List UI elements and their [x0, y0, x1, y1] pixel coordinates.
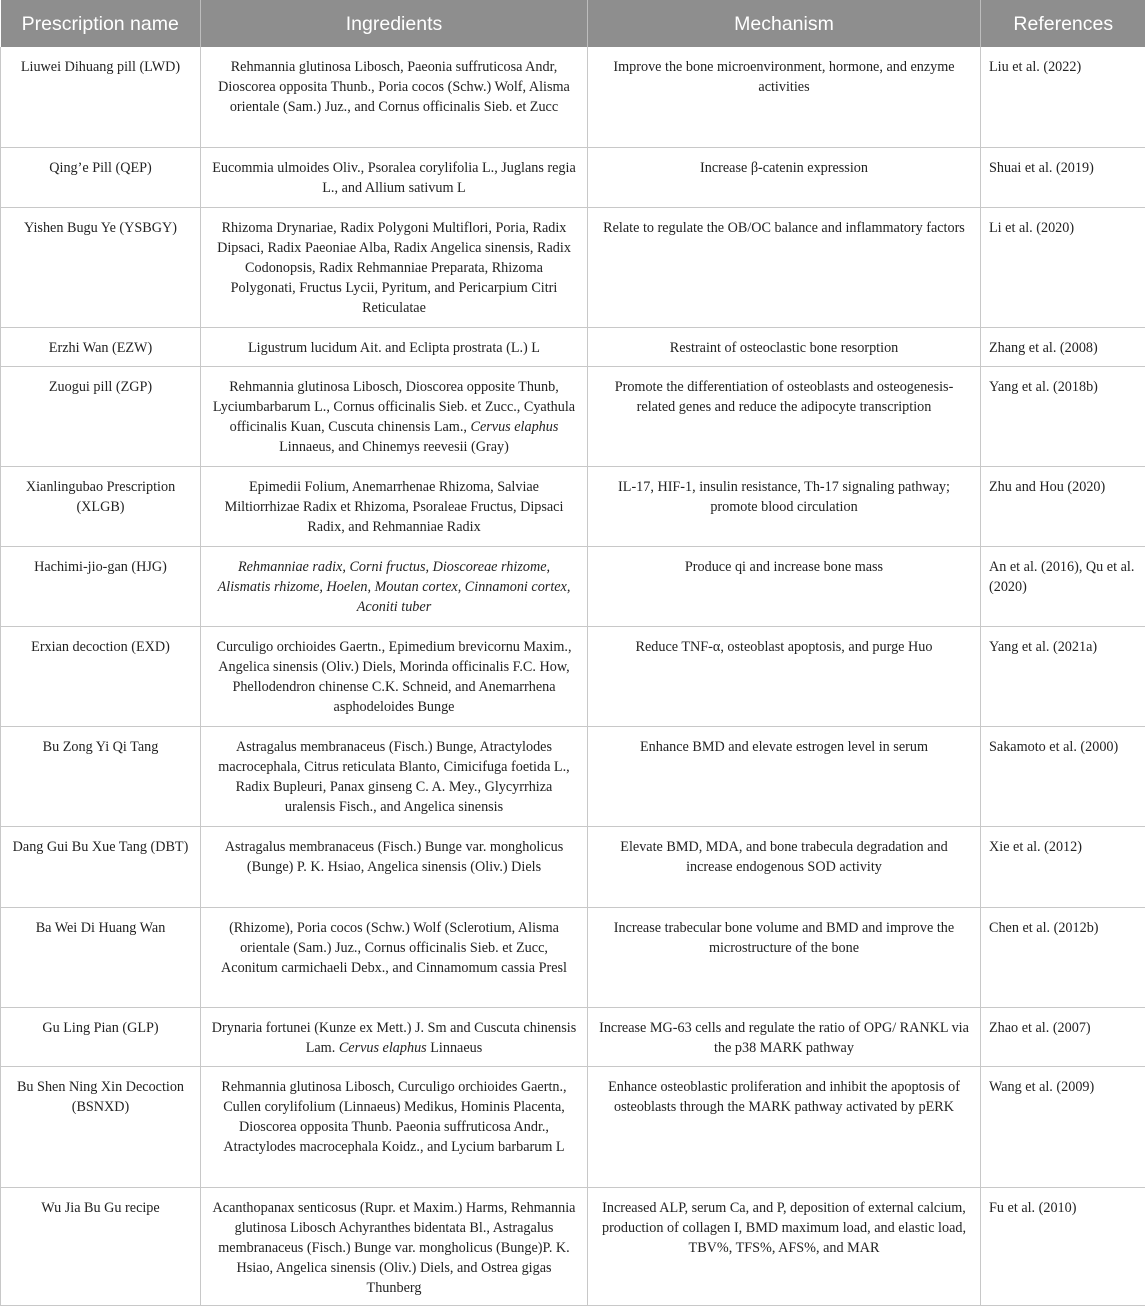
references-cell: Xie et al. (2012)	[981, 826, 1145, 907]
ingredients-cell: Eucommia ulmoides Oliv., Psoralea corylifolia L., Juglans regia L., and Allium sativum L	[201, 147, 588, 207]
header-references: References	[981, 0, 1145, 47]
prescription-name-cell: Erxian decoction (EXD)	[1, 626, 201, 726]
ingredients-cell	[201, 366, 588, 466]
ingredients-cell: Rehmannia glutinosa Libosch, Curculigo orchioides Gaertn., Cullen corylifolium (Linnaeus) Medikus, Hominis Placenta, Dioscorea opposita Thunb. Paeonia suffruticosa Andr., Atractylodes macrocephala Koidz., and Lycium barbarum L	[201, 1066, 588, 1187]
ingredients-species-italic: Cervus elaphus	[338, 1039, 427, 1056]
table-row	[1, 466, 1145, 546]
ingredients-cell: Rehmannia glutinosa Libosch, Paeonia suffruticosa Andr, Dioscorea opposita Thunb., Poria cocos (Schw.) Wolf, Alisma orientale (Sam.) Juz., and Cornus officinalis Sieb. et Zucc	[201, 47, 588, 147]
references-cell: An et al. (2016), Qu et al. (2020)	[981, 546, 1145, 626]
table-row	[1, 1007, 1145, 1066]
references-cell: Sakamoto et al. (2000)	[981, 726, 1145, 826]
mechanism-cell: Restraint of osteoclastic bone resorption	[588, 327, 981, 366]
ingredients-cell	[201, 1007, 588, 1066]
prescription-name-cell: Erzhi Wan (EZW)	[1, 327, 201, 366]
prescription-name-cell: Bu Shen Ning Xin Decoction (BSNXD)	[1, 1066, 201, 1187]
references-cell: Zhang et al. (2008)	[981, 327, 1145, 366]
table-row	[1, 826, 1145, 907]
ingredients-text: Rehmannia glutinosa Libosch, Dioscorea opposite Thunb, Lyciumbarbarum L., Cornus officinalis Sieb. et Zucc., Cyathula officinalis Kuan, Cuscuta chinensis Lam.,	[212, 378, 576, 435]
prescription-name-cell: Xianlingubao Prescription (XLGB)	[1, 466, 201, 546]
header-mechanism: Mechanism	[588, 0, 981, 47]
mechanism-cell: Increase trabecular bone volume and BMD and improve the microstructure of the bone	[588, 907, 981, 1007]
table-row	[1, 366, 1145, 466]
references-cell: Chen et al. (2012b)	[981, 907, 1145, 1007]
ingredients-cell: Epimedii Folium, Anemarrhenae Rhizoma, Salviae Miltiorrhizae Radix et Rhizoma, Psoraleae Fructus, Dipsaci Radix, and Rehmanniae Radix	[201, 466, 588, 546]
mechanism-cell: Increase MG-63 cells and regulate the ratio of OPG/ RANKL via the p38 MARK pathway	[588, 1007, 981, 1066]
mechanism-cell: Enhance BMD and elevate estrogen level in serum	[588, 726, 981, 826]
ingredients-cell: Curculigo orchioides Gaertn., Epimedium brevicornu Maxim., Angelica sinensis (Oliv.) Diels, Morinda officinalis F.C. How, Phellodendron chinense C.K. Schneid, and Anemarrhena asphodeloides Bunge	[201, 626, 588, 726]
ingredients-cell: Rhizoma Drynariae, Radix Polygoni Multiflori, Poria, Radix Dipsaci, Radix Paeoniae Alba, Radix Angelica sinensis, Radix Codonopsis, Radix Rehmanniae Preparata, Rhizoma Polygonati, Fructus Lycii, Pyritum, and Pericarpium Citri Reticulatae	[201, 207, 588, 327]
ingredients-cell: Acanthopanax senticosus (Rupr. et Maxim.) Harms, Rehmannia glutinosa Libosch Achyranthes bidentata Bl., Astragalus membranaceus (Fisch.) Bunge var. mongholicus (Bunge)P. K. Hsiao, Angelica sinensis (Oliv.) Diels, and Ostrea gigas Thunberg	[201, 1187, 588, 1305]
mechanism-cell: Improve the bone microenvironment, hormone, and enzyme activities	[588, 47, 981, 147]
references-cell: Yang et al. (2018b)	[981, 366, 1145, 466]
ingredients-cell: (Rhizome), Poria cocos (Schw.) Wolf (Sclerotium, Alisma orientale (Sam.) Juz., Cornus officinalis Sieb. et Zucc, Aconitum carmichaeli Debx., and Cinnamomum cassia Presl	[201, 907, 588, 1007]
mechanism-cell: Promote the differentiation of osteoblasts and osteogenesis-related genes and reduce the adipocyte transcription	[588, 366, 981, 466]
references-cell: Li et al. (2020)	[981, 207, 1145, 327]
ingredients-text: Drynaria fortunei (Kunze ex Mett.) J. Sm and Cuscuta chinensis Lam.	[211, 1019, 577, 1056]
ingredients-text: Linnaeus, and Chinemys reevesii (Gray)	[279, 438, 509, 455]
header-prescription-name: Prescription name	[1, 0, 201, 47]
prescription-name-cell: Liuwei Dihuang pill (LWD)	[1, 47, 201, 147]
references-cell: Fu et al. (2010)	[981, 1187, 1145, 1305]
ingredients-cell: Ligustrum lucidum Ait. and Eclipta prostrata (L.) L	[201, 327, 588, 366]
ingredients-text: Linnaeus	[430, 1039, 483, 1056]
mechanism-cell: Relate to regulate the OB/OC balance and inflammatory factors	[588, 207, 981, 327]
prescription-name-cell: Bu Zong Yi Qi Tang	[1, 726, 201, 826]
mechanism-cell: Increase β-catenin expression	[588, 147, 981, 207]
table-row	[1, 907, 1145, 1007]
mechanism-cell: IL-17, HIF-1, insulin resistance, Th-17 signaling pathway; promote blood circulation	[588, 466, 981, 546]
table-row	[1, 1187, 1145, 1305]
references-cell: Zhao et al. (2007)	[981, 1007, 1145, 1066]
table-row	[1, 47, 1145, 147]
header-row	[1, 0, 1145, 47]
mechanism-cell: Elevate BMD, MDA, and bone trabecula degradation and increase endogenous SOD activity	[588, 826, 981, 907]
header-ingredients: Ingredients	[201, 0, 588, 47]
table-row	[1, 546, 1145, 626]
table-row	[1, 1066, 1145, 1187]
ingredients-cell: Astragalus membranaceus (Fisch.) Bunge var. mongholicus (Bunge) P. K. Hsiao, Angelica sinensis (Oliv.) Diels	[201, 826, 588, 907]
prescription-name-cell: Wu Jia Bu Gu recipe	[1, 1187, 201, 1305]
table-row	[1, 626, 1145, 726]
prescription-name-cell: Hachimi-jio-gan (HJG)	[1, 546, 201, 626]
table-row	[1, 726, 1145, 826]
references-cell: Wang et al. (2009)	[981, 1066, 1145, 1187]
prescription-name-cell: Ba Wei Di Huang Wan	[1, 907, 201, 1007]
ingredients-cell: Astragalus membranaceus (Fisch.) Bunge, Atractylodes macrocephala, Citrus reticulata Blanto, Cimicifuga foetida L., Radix Bupleuri, Panax ginseng C. A. Mey., Glycyrrhiza uralensis Fisch., and Angelica sinensis	[201, 726, 588, 826]
mechanism-cell: Increased ALP, serum Ca, and P, deposition of external calcium, production of collagen I, BMD maximum load, and elastic load, TBV%, TFS%, AFS%, and MAR	[588, 1187, 981, 1305]
prescription-name-cell: Qing’e Pill (QEP)	[1, 147, 201, 207]
table-row	[1, 147, 1145, 207]
ingredients-species-italic: Cervus elaphus	[470, 418, 559, 435]
ingredients-cell: Rehmanniae radix, Corni fructus, Dioscoreae rhizome, Alismatis rhizome, Hoelen, Moutan cortex, Cinnamoni cortex, Aconiti tuber	[201, 546, 588, 626]
table-row	[1, 327, 1145, 366]
references-cell: Liu et al. (2022)	[981, 47, 1145, 147]
prescription-name-cell: Dang Gui Bu Xue Tang (DBT)	[1, 826, 201, 907]
references-cell: Zhu and Hou (2020)	[981, 466, 1145, 546]
prescription-name-cell: Yishen Bugu Ye (YSBGY)	[1, 207, 201, 327]
table-row	[1, 207, 1145, 327]
mechanism-cell: Reduce TNF-α, osteoblast apoptosis, and purge Huo	[588, 626, 981, 726]
prescription-name-cell: Zuogui pill (ZGP)	[1, 366, 201, 466]
mechanism-cell: Enhance osteoblastic proliferation and inhibit the apoptosis of osteoblasts through the MARK pathway activated by pERK	[588, 1066, 981, 1187]
prescription-name-cell: Gu Ling Pian (GLP)	[1, 1007, 201, 1066]
references-cell: Yang et al. (2021a)	[981, 626, 1145, 726]
mechanism-cell: Produce qi and increase bone mass	[588, 546, 981, 626]
references-cell: Shuai et al. (2019)	[981, 147, 1145, 207]
